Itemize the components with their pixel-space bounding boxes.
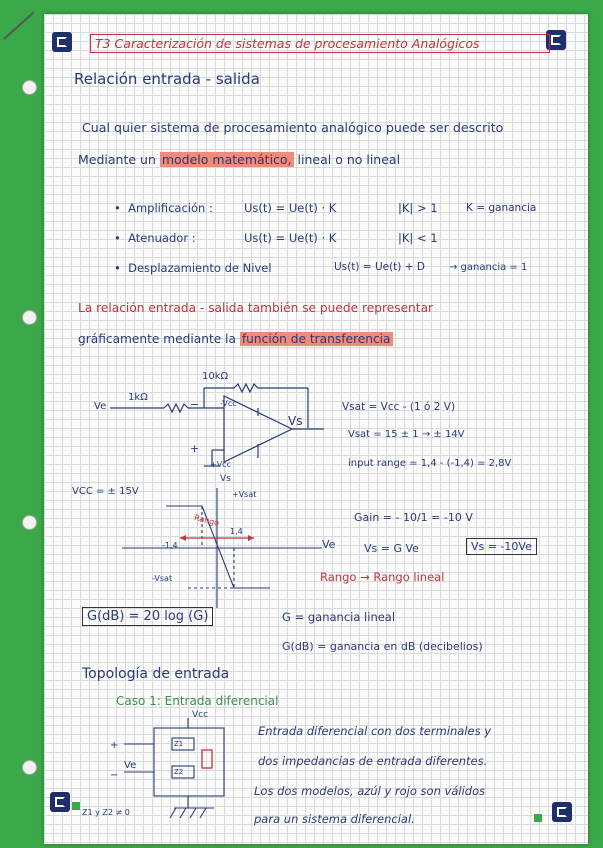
corner-logo-icon [50, 792, 70, 812]
definition: G = ganancia lineal [282, 610, 396, 624]
formula: Us(t) = Ue(t) + D [334, 261, 425, 273]
formula: Us(t) = Ue(t) · K [244, 231, 337, 245]
notebook-page [44, 14, 588, 844]
diagram-note: Z1 y Z2 ≠ 0 [82, 808, 130, 817]
definition: G(dB) = ganancia en dB (decibelios) [282, 640, 483, 653]
section-heading: Relación entrada - salida [74, 70, 260, 88]
diagram-label: Ve [124, 760, 137, 771]
paragraph-line: La relación entrada - salida también se puede representar [78, 301, 434, 315]
range-note: Rango → Rango lineal [320, 570, 445, 584]
paragraph-line: Entrada diferencial con dos terminales y [258, 724, 492, 738]
green-square [534, 814, 542, 822]
equation: Vsat = 15 ± 1 → ± 14V [348, 429, 465, 440]
diagram-label: − [110, 770, 119, 781]
plus-terminal: + [190, 442, 200, 455]
equation: Vsat = Vcc - (1 ó 2 V) [342, 401, 456, 413]
graph-label: +Vsat [232, 490, 257, 499]
condition: → ganancia = 1 [449, 262, 528, 273]
graph-range-label: Rango [193, 513, 221, 528]
paragraph-line: Cual quier sistema de procesamiento analógico puede ser descrito [82, 120, 504, 135]
highlight: modelo matemático, [161, 152, 292, 167]
minus-terminal: − [190, 398, 200, 411]
equation: Vs = G Ve [364, 542, 419, 555]
graph-axis-label: Ve [322, 538, 336, 551]
paragraph-line: dos impedancias de entrada diferentes. [258, 754, 488, 768]
paragraph-line: para un sistema diferencial. [254, 812, 415, 826]
supply-label: +Vcc [210, 460, 231, 469]
resistor-label: 10kΩ [202, 371, 229, 382]
paragraph-line: gráficamente mediante la función de transferencia [78, 332, 391, 346]
pencil-mark [3, 11, 34, 39]
condition: |K| > 1 [398, 201, 438, 215]
corner-logo-icon [552, 802, 572, 822]
paragraph-line: Mediante un modelo matemático, lineal o no lineal [78, 152, 401, 167]
diagram-label: + [110, 740, 119, 751]
graph-axis-label: Vs [220, 474, 231, 484]
resistor-label: 1kΩ [128, 392, 148, 403]
gain-db-formula: G(dB) = 20 log (G) [82, 607, 213, 626]
paragraph-line: Los dos modelos, azúl y rojo son válidos [254, 784, 486, 798]
diagram-label: Vcc [192, 710, 209, 720]
condition: |K| < 1 [398, 231, 438, 245]
formula: Us(t) = Ue(t) · K [244, 201, 337, 215]
case-heading: Caso 1: Entrada diferencial [116, 694, 279, 708]
equation: Gain = - 10/1 = -10 V [354, 511, 473, 524]
boxed-equation: Vs = -10Ve [466, 538, 537, 555]
graph-label: -Vsat [152, 574, 173, 583]
list-item: • Amplificación : [114, 201, 213, 215]
page-title: T3 Caracterización de sistemas de procesamiento Analógicos [90, 34, 550, 53]
transfer-function-graph [122, 480, 322, 612]
list-item: • Atenuador : [114, 231, 196, 245]
equation: input range = 1,4 - (-1,4) = 2,8V [348, 458, 512, 469]
note: K = ganancia [466, 202, 537, 214]
input-label: Ve [94, 401, 107, 412]
output-label: Vs [288, 414, 303, 428]
graph-label: 1,4 [230, 527, 243, 536]
graph-vcc-label: VCC = ± 15V [72, 486, 139, 497]
graph-label: -1,4 [162, 541, 178, 550]
highlight: función de transferencia [241, 332, 391, 346]
section-heading: Topología de entrada [82, 666, 230, 682]
diagram-label: Z1 [174, 740, 184, 748]
supply-label: -Vcc [220, 399, 237, 408]
diagram-label: Z2 [174, 768, 184, 776]
corner-logo-icon [52, 32, 72, 52]
list-item: • Desplazamiento de Nivel [114, 261, 272, 275]
